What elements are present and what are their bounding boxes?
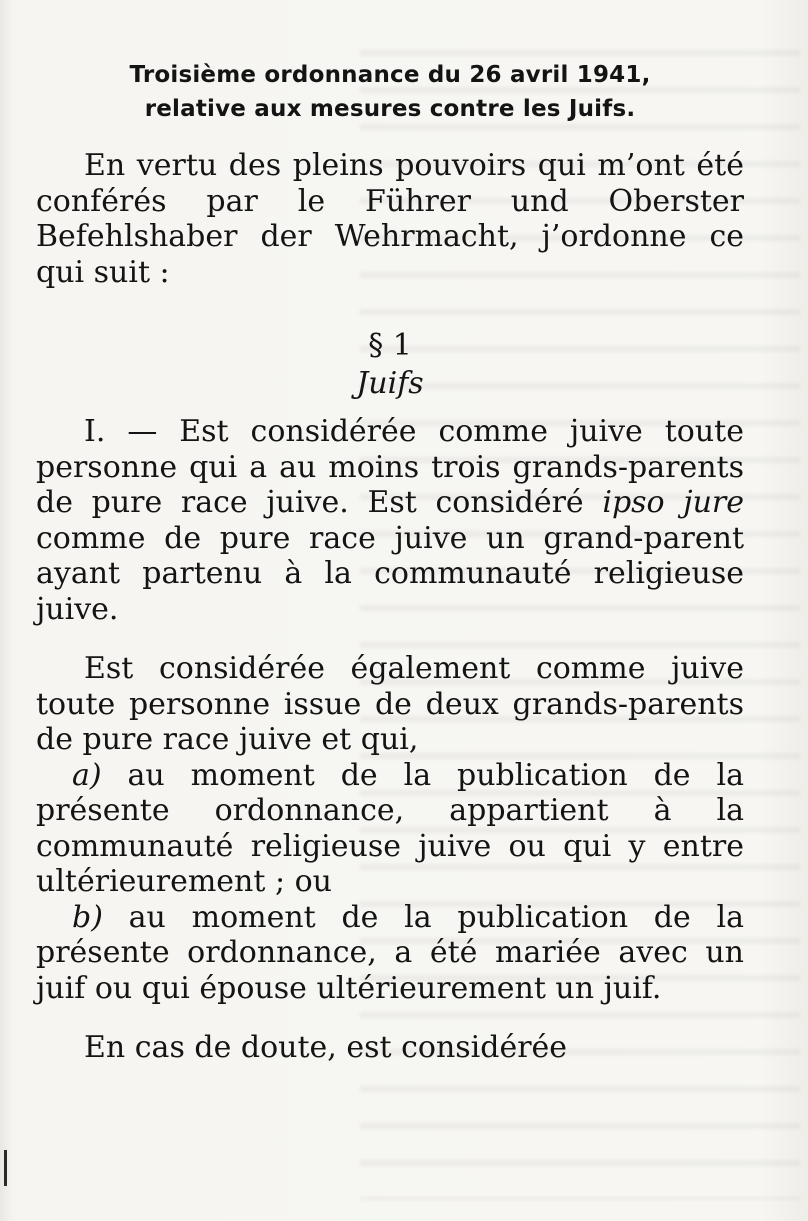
ordinance-heading [36, 58, 744, 126]
section-title: Juifs [356, 366, 424, 401]
paragraph-1-end: comme de pure race juive un grand-parent ayant partenu à la communauté religieuse juive. [36, 520, 744, 627]
paragraph-1-italic: ipso jure [602, 485, 744, 520]
heading-line-1: Troisième ordonnance du 26 avril 1941, [129, 62, 651, 88]
paragraph-2: Est considérée également comme juive toute personne issue de deux grands-parents de pure race juive et qui, [36, 651, 744, 757]
paragraph-1-start: I. — Est considérée comme juive toute personne qui a au moins trois grands-parents de pure race juive. Est considéré [36, 414, 744, 520]
preamble-paragraph: En vertu des pleins pouvoirs qui m’ont été conférés par le Führer und Oberster Befehlshaber der Wehrmacht, j’ordonne ce qui suit : [36, 148, 744, 290]
list-item-a [36, 758, 744, 900]
scan-edge-mark [4, 1150, 7, 1186]
paragraph-1 [36, 414, 744, 627]
section-number: § 1 [368, 328, 412, 363]
list-item-b [36, 900, 744, 1007]
list-item-a-letter: a) [72, 757, 102, 793]
heading-line-2: relative aux mesures contre les Juifs. [144, 96, 636, 122]
list-item-b-text: au moment de la publication de la présente ordonnance, a été mariée avec un juif ou qui épouse ultérieurement un juif. [36, 899, 744, 1006]
list-item-a-text: au moment de la publication de la présente ordonnance, appartient à la communauté religieuse juive ou qui y entre ultérieurement ; ou [36, 757, 744, 899]
document-body [36, 58, 744, 1066]
paragraph-3: En cas de doute, est considérée [84, 1030, 568, 1065]
list-item-b-letter: b) [72, 899, 103, 935]
